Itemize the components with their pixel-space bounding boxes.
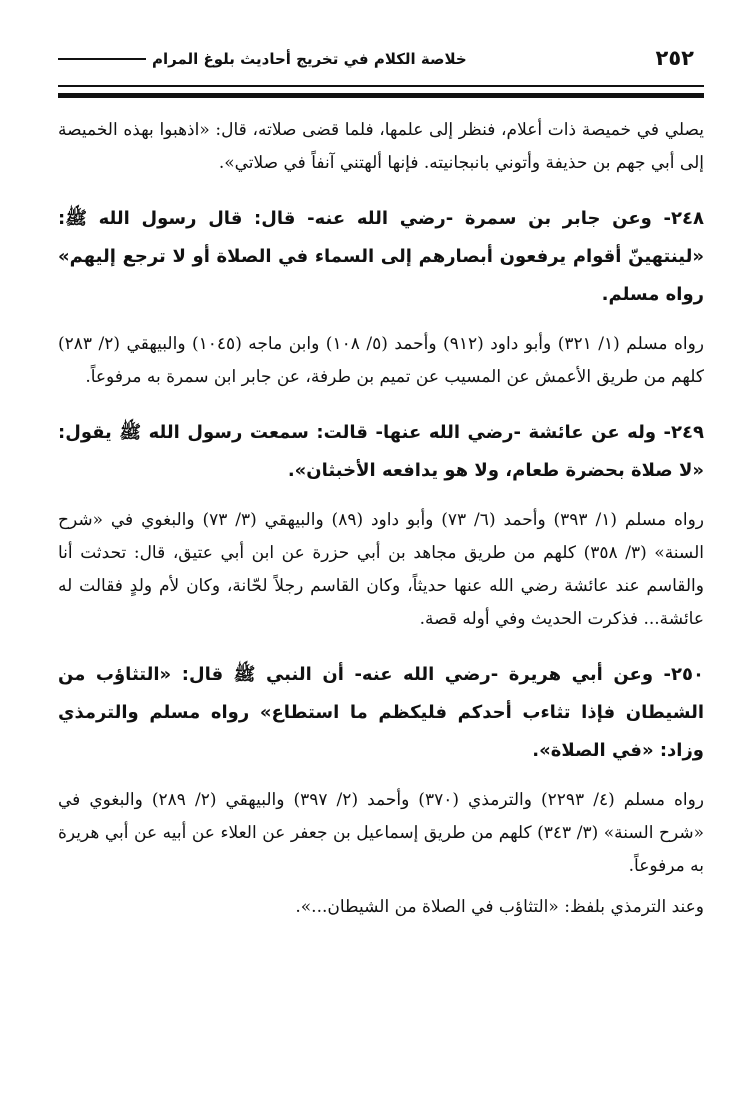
title-dash bbox=[58, 58, 146, 60]
page-header bbox=[58, 40, 704, 80]
book-page bbox=[58, 40, 704, 1040]
tirmidhi-note: وعند الترمذي بلفظ: «التثاؤب في الصلاة من الشيطان...». bbox=[295, 897, 704, 917]
hadith-248: ٢٤٨- وعن جابر بن سمرة -رضي الله عنه- قال: قال رسول الله ﷺ: «لينتهينّ أقوام يرفعون أبصارهم إلى السماء في الصلاة أو لا ترجع إليهم» رواه مسلم. bbox=[58, 208, 704, 305]
hadith-250: ٢٥٠- وعن أبي هريرة -رضي الله عنه- أن النبي ﷺ قال: «التثاؤب من الشيطان فإذا تثاءب أحدكم فليكظم ما استطاع» رواه مسلم والترمذي وزاد: «في الصلاة». bbox=[58, 664, 704, 761]
takhrij-250: رواه مسلم (٤/ ٢٢٩٣) والترمذي (٣٧٠) وأحمد (٢/ ٣٩٧) والبيهقي (٢/ ٢٨٩) والبغوي في «شرح السنة» (٣/ ٣٤٣) كلهم من طريق إسماعيل بن جعفر عن العلاء عن أبيه عن أبي هريرة به مرفوعاً. bbox=[58, 790, 705, 876]
takhrij-249: رواه مسلم (١/ ٣٩٣) وأحمد (٦/ ٧٣) وأبو داود (٨٩) والبيهقي (٣/ ٧٣) والبغوي في «شرح السنة» (٣/ ٣٥٨) كلهم من طريق مجاهد بن أبي حزرة عن ابن أبي عتيق، قال: تحدثت أنا والقاسم عند عائشة رضي الله عنها حديثاً، وكان القاسم رجلاً لحّانة، وكان لأم ولدٍ فقالت له عائشة... فذكرت الحديث وفي أوله قصة. bbox=[58, 510, 705, 629]
takhrij-248: رواه مسلم (١/ ٣٢١) وأبو داود (٩١٢) وأحمد (٥/ ١٠٨) وابن ماجه (١٠٤٥) والبيهقي (٢/ ٢٨٣) كلهم من طريق الأعمش عن المسيب عن تميم بن طرفة، عن جابر ابن سمرة به مرفوعاً. bbox=[58, 334, 705, 387]
hadith-249: ٢٤٩- وله عن عائشة -رضي الله عنها- قالت: سمعت رسول الله ﷺ يقول: «لا صلاة بحضرة طعام، ولا هو يدافعه الأخبثان». bbox=[58, 422, 704, 481]
continuation-paragraph: يصلي في خميصة ذات أعلام، فنظر إلى علمها، فلما قضى صلاته، قال: «اذهبوا بهذه الخميصة إلى أبي جهم بن حذيفة وأتوني بانبجانيته. فإنها ألهتني آنفاً في صلاتي». bbox=[58, 120, 704, 173]
running-title bbox=[58, 50, 467, 68]
page-number: ٢٥٢ bbox=[655, 46, 694, 70]
header-rule-thick bbox=[58, 93, 704, 98]
header-rule-thin bbox=[58, 85, 704, 87]
page-body bbox=[58, 114, 704, 924]
running-title-text: خلاصة الكلام في تخريج أحاديث بلوغ المرام bbox=[152, 50, 467, 68]
